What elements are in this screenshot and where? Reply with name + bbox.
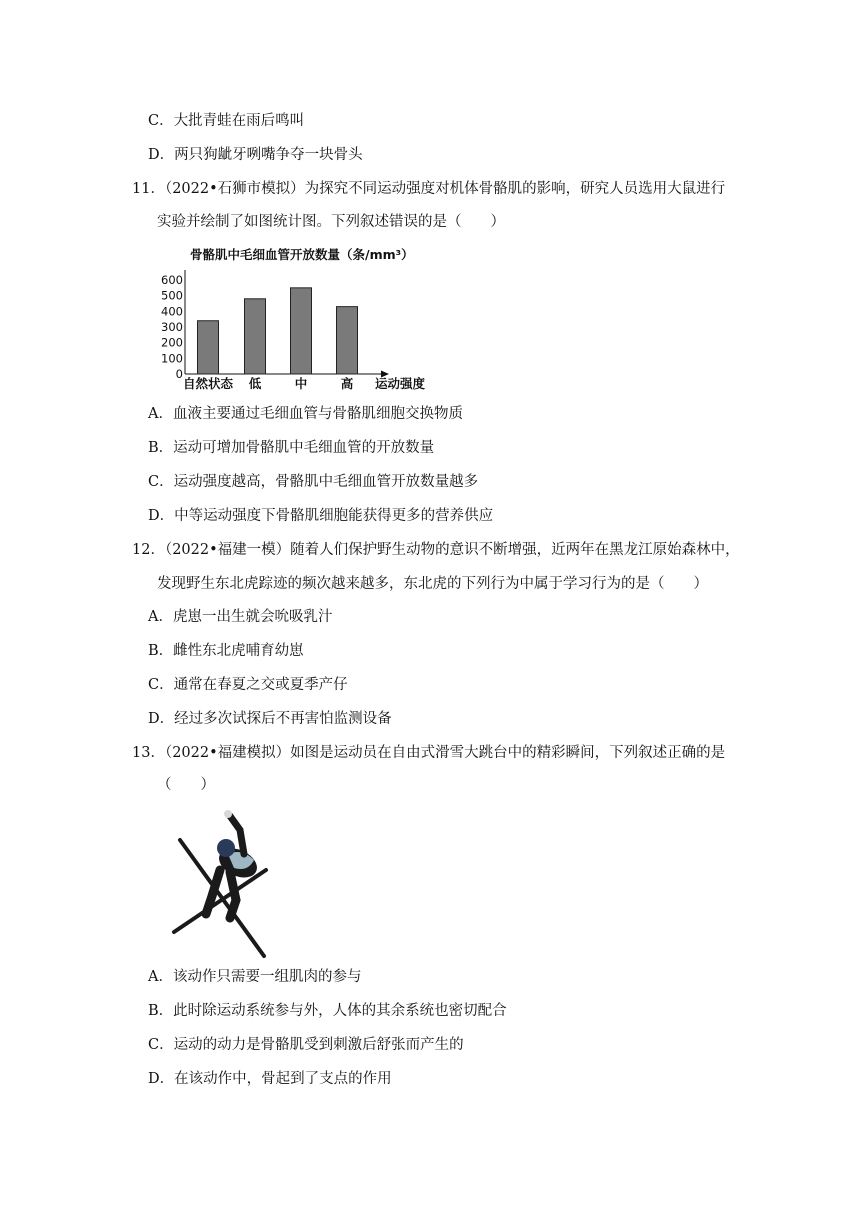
y-tick-label: 300 xyxy=(161,320,183,334)
y-tick-label: 200 xyxy=(161,335,183,350)
y-axis-ticks xyxy=(161,273,183,381)
x-tick-label: 自然状态 xyxy=(182,376,234,391)
capillary-bar-chart xyxy=(161,240,426,395)
q11-option-a: A．血液主要通过毛细血管与骨骼肌细胞交换物质 xyxy=(148,406,463,422)
skier-helmet xyxy=(217,839,235,857)
bar-0 xyxy=(198,321,219,374)
bar-2 xyxy=(291,288,312,374)
q10-option-c: C．大批青蛙在雨后鸣叫 xyxy=(148,113,305,129)
q13-option-a: A．该动作只需要一组肌肉的参与 xyxy=(148,969,362,985)
q13-stem-line1: 13．（2022•福建模拟）如图是运动员在自由式滑雪大跳台中的精彩瞬间，下列叙述正确的是 xyxy=(132,745,726,761)
x-axis-ticks xyxy=(183,376,354,391)
q11-option-d: D．中等运动强度下骨骼肌细胞能获得更多的营养供应 xyxy=(148,508,494,524)
skier-glove xyxy=(224,810,232,818)
q11-option-b: B．运动可增加骨骼肌中毛细血管的开放数量 xyxy=(148,440,435,456)
q12-option-d: D．经过多次试探后不再害怕监测设备 xyxy=(148,711,392,727)
q12-option-a: A．虎崽一出生就会吮吸乳汁 xyxy=(148,609,333,625)
y-tick-label: 600 xyxy=(161,273,183,287)
q13-option-d: D．在该动作中，骨起到了支点的作用 xyxy=(148,1071,392,1087)
q13-option-c: C．运动的动力是骨骼肌受到刺激后舒张而产生的 xyxy=(148,1037,464,1053)
y-tick-label: 500 xyxy=(161,288,183,303)
q11-stem-line2: 实验并绘制了如图统计图。下列叙述错误的是（ ） xyxy=(157,214,505,230)
chart-title: 骨骼肌中毛细血管开放数量（条/mm³） xyxy=(190,247,414,262)
q11-option-c: C．运动强度越高，骨骼肌中毛细血管开放数量越多 xyxy=(148,474,479,490)
bar-1 xyxy=(245,299,266,374)
x-axis-label: 运动强度 xyxy=(375,376,426,391)
x-tick-label: 高 xyxy=(340,376,354,391)
y-tick-label: 100 xyxy=(161,351,183,366)
q13-stem-line2: （ ） xyxy=(157,777,215,793)
y-tick-label: 400 xyxy=(161,304,183,319)
q12-option-c: C．通常在春夏之交或夏季产仔 xyxy=(148,677,348,693)
x-tick-label: 中 xyxy=(294,376,308,391)
freestyle-skier-icon xyxy=(168,808,280,958)
q11-stem-line1: 11．（2022•石狮市模拟）为探究不同运动强度对机体骨骼肌的影响，研究人员选用大鼠进行 xyxy=(132,181,726,197)
q12-stem-line1: 12．（2022•福建一模）随着人们保护野生动物的意识不断增强，近两年在黑龙江原始森林中， xyxy=(132,542,740,558)
q12-option-b: B．雌性东北虎哺育幼崽 xyxy=(148,643,304,659)
x-tick-label: 低 xyxy=(248,376,262,391)
q13-option-b: B．此时除运动系统参与外，人体的其余系统也密切配合 xyxy=(148,1003,507,1019)
y-tick-label: 0 xyxy=(175,367,183,381)
bar-3 xyxy=(337,307,358,374)
q10-option-d: D．两只狗龇牙咧嘴争夺一块骨头 xyxy=(148,147,363,163)
q12-stem-line2: 发现野生东北虎踪迹的频次越来越多，东北虎的下列行为中属于学习行为的是（ ） xyxy=(157,576,708,592)
bars xyxy=(198,288,358,374)
